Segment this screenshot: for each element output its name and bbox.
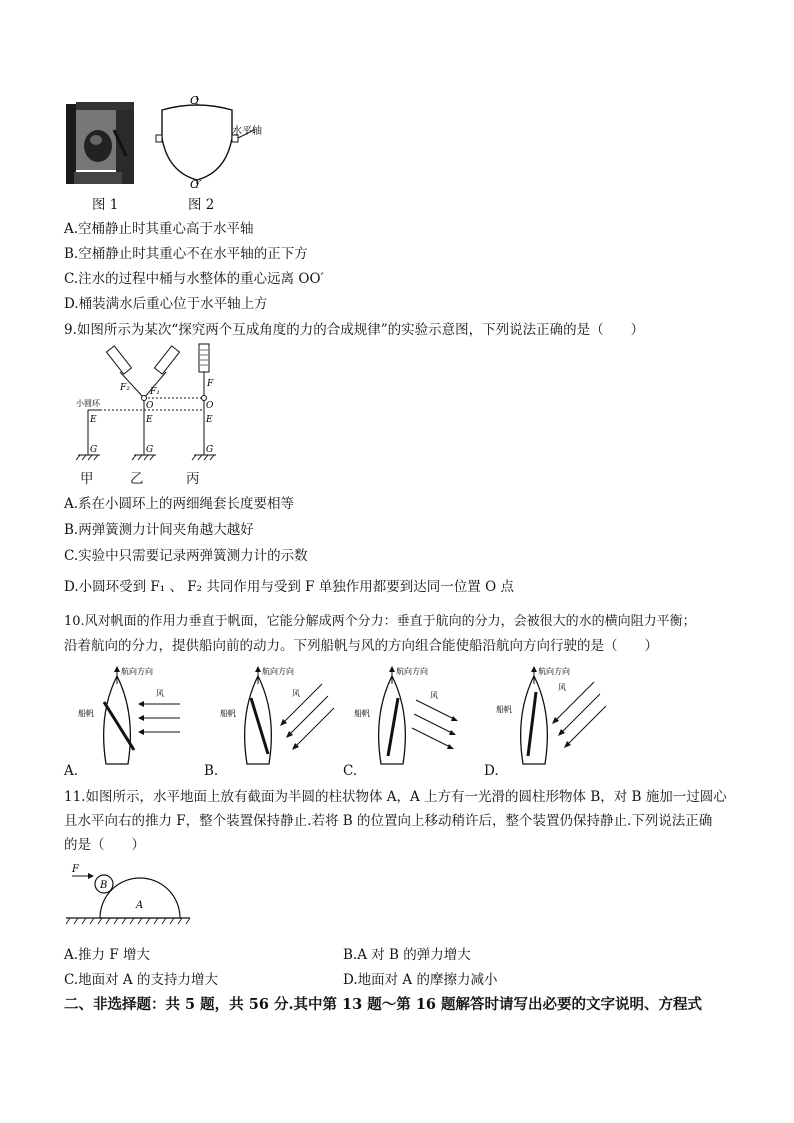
q11-stem-line2: 且水平向右的推力 F，整个装置保持静止.若将 B 的位置向上移动稍许后，整个装置仍保持静止.下列说法正确 bbox=[64, 813, 713, 829]
q8-fig2-caption: 图 2 bbox=[188, 197, 215, 213]
q10-boat-a bbox=[76, 664, 196, 770]
q8-option-d: D.桶装满水后重心位于水平轴上方 bbox=[64, 296, 268, 312]
q8-figure-2 bbox=[150, 90, 290, 190]
q8-figure-1 bbox=[64, 100, 136, 186]
q10-option-d: D. bbox=[484, 763, 499, 779]
q9-fig-e-label-3: E bbox=[206, 415, 213, 425]
q10-a-sail-label: 船帆 bbox=[78, 709, 94, 718]
q9-fig-caption-yi: 乙 bbox=[130, 471, 144, 487]
q10-c-wind-label: 风 bbox=[430, 691, 438, 700]
q8-option-c: C.注水的过程中桶与水整体的重心远离 OO′ bbox=[64, 271, 324, 287]
q9-fig-f-label: F bbox=[207, 379, 214, 389]
q11-option-d: D.地面对 A 的摩擦力减小 bbox=[343, 972, 498, 988]
q8-option-b: B.空桶静止时其重心不在水平轴的正下方 bbox=[64, 246, 308, 262]
q8-fig1-caption: 图 1 bbox=[92, 197, 119, 213]
q11-option-c: C.地面对 A 的支持力增大 bbox=[64, 972, 218, 988]
q11-stem-line1: 11.如图所示，水平地面上放有截面为半圆的柱状物体 A，A 上方有一光滑的圆柱形物体 B，对 B 施加一过圆心 bbox=[64, 789, 727, 805]
q9-fig-g-label-3: G bbox=[206, 445, 214, 455]
q11-fig-a-label: A bbox=[136, 900, 144, 911]
q11-fig-b-label: B bbox=[100, 880, 108, 891]
q9-stem: 9.如图所示为某次“探究两个互成角度的力的合成规律”的实验示意图，下列说法正确的是（ ） bbox=[64, 322, 645, 338]
section2-heading: 二、非选择题：共 5 题，共 56 分.其中第 13 题～第 16 题解答时请写出必要的文字说明、方程式 bbox=[64, 996, 703, 1013]
q10-d-heading-label: 航向方向 bbox=[538, 667, 570, 676]
q10-a-heading-label: 航向方向 bbox=[121, 667, 153, 676]
q10-option-a: A. bbox=[64, 763, 79, 779]
q10-d-wind-label: 风 bbox=[558, 683, 566, 692]
q11-option-b: B.A 对 B 的弹力增大 bbox=[343, 947, 471, 963]
q10-b-wind-label: 风 bbox=[292, 689, 300, 698]
q11-figure bbox=[66, 862, 196, 926]
q11-option-a: A.推力 F 增大 bbox=[64, 947, 150, 963]
q10-c-heading-label: 航向方向 bbox=[396, 667, 428, 676]
q10-d-sail-label: 船帆 bbox=[496, 705, 512, 714]
q9-option-b: B.两弹簧测力计间夹角越大越好 bbox=[64, 522, 254, 538]
q9-fig-f2-label: F₂ bbox=[120, 383, 130, 393]
q9-fig-g-label-2: G bbox=[146, 445, 154, 455]
q9-fig-f1-label: F₁ bbox=[150, 387, 160, 397]
q9-fig-caption-jia: 甲 bbox=[80, 471, 94, 487]
q9-fig-ring-label: 小圆环 bbox=[76, 399, 100, 408]
q10-option-c: C. bbox=[343, 763, 358, 779]
q8-fig2-label-bottom: O′ bbox=[190, 178, 202, 190]
q9-option-d: D.小圆环受到 F₁ 、 F₂ 共同作用与受到 F 单独作用都要到达同一位置 O 点 bbox=[64, 579, 514, 595]
q10-c-sail-label: 船帆 bbox=[354, 709, 370, 718]
q8-option-a: A.空桶静止时其重心高于水平轴 bbox=[64, 221, 254, 237]
q10-b-sail-label: 船帆 bbox=[220, 709, 236, 718]
q10-stem-line1: 10.风对帆面的作用力垂直于帆面，它能分解成两个分力：垂直于航向的分力，会被很大的水的横向阻力平衡； bbox=[64, 614, 696, 629]
q10-boat-d bbox=[494, 664, 614, 770]
q8-fig2-label-top: O bbox=[190, 94, 200, 107]
q10-stem-line2: 沿着航向的分力，提供船向前的动力。下列船帆与风的方向组合能使船沿航向方向行驶的是（ ） bbox=[64, 638, 658, 654]
q9-fig-g-label-1: G bbox=[90, 445, 98, 455]
q9-fig-e-label-2: E bbox=[146, 415, 153, 425]
q10-option-b: B. bbox=[204, 763, 219, 779]
q9-figure bbox=[76, 342, 226, 470]
q9-fig-e-label-1: E bbox=[90, 415, 97, 425]
q9-option-a: A.系在小圆环上的两细绳套长度要相等 bbox=[64, 496, 295, 512]
q9-fig-caption-bing: 丙 bbox=[186, 471, 200, 487]
q10-boat-b bbox=[218, 664, 338, 770]
q10-a-wind-label: 风 bbox=[156, 689, 164, 698]
q11-stem-line3: 的是（ ） bbox=[64, 837, 145, 853]
q11-fig-f-label: F bbox=[72, 864, 79, 875]
q10-boat-c bbox=[352, 664, 472, 770]
q10-b-heading-label: 航向方向 bbox=[262, 667, 294, 676]
q9-fig-o-label-2: O bbox=[206, 401, 214, 411]
q9-fig-o-label-1: O bbox=[146, 401, 154, 411]
q8-fig2-label-axis: 水平轴 bbox=[232, 126, 262, 137]
q9-option-c: C.实验中只需要记录两弹簧测力计的示数 bbox=[64, 548, 308, 564]
